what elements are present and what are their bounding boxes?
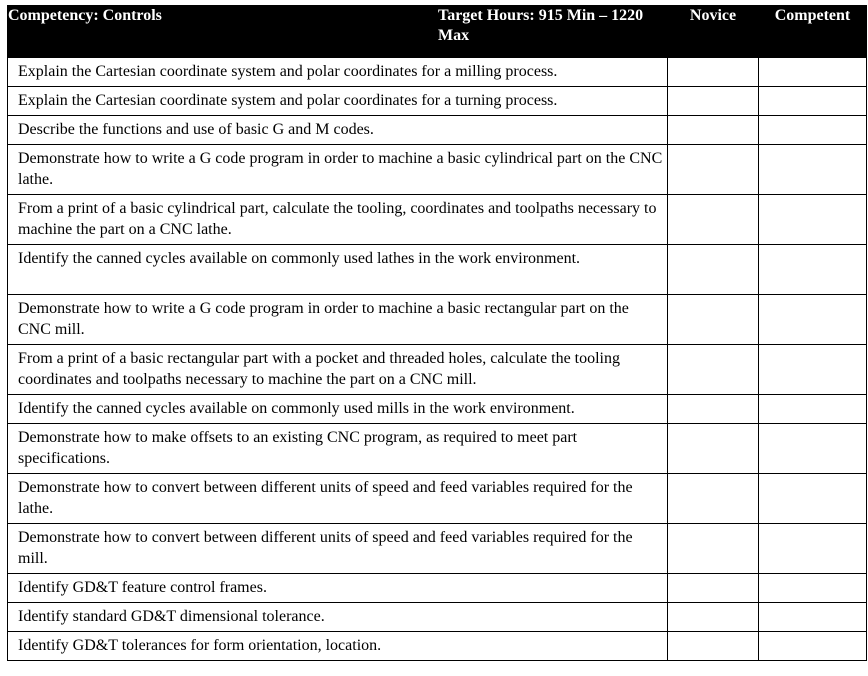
competency-table [7,5,867,661]
task-description: Explain the Cartesian coordinate system and polar coordinates for a turning process. [8,87,668,116]
competent-checkbox-cell[interactable] [759,524,867,574]
competency-title: Competency: Controls [8,6,438,58]
task-description: Demonstrate how to write a G code program in order to machine a basic cylindrical part on the CNC lathe. [8,145,668,195]
novice-column-header: Novice [668,6,759,58]
competent-checkbox-cell[interactable] [759,245,867,295]
task-description: Identify the canned cycles available on commonly used mills in the work environment. [8,395,668,424]
novice-checkbox-cell[interactable] [668,87,759,116]
table-row [8,574,867,603]
novice-checkbox-cell[interactable] [668,116,759,145]
task-description: Demonstrate how to convert between different units of speed and feed variables required for the mill. [8,524,668,574]
table-row [8,58,867,87]
competent-checkbox-cell[interactable] [759,87,867,116]
task-description: From a print of a basic cylindrical part, calculate the tooling, coordinates and toolpaths necessary to machine the part on a CNC lathe. [8,195,668,245]
task-description: Demonstrate how to make offsets to an existing CNC program, as required to meet part specifications. [8,424,668,474]
table-row [8,474,867,524]
novice-checkbox-cell[interactable] [668,574,759,603]
table-row [8,424,867,474]
novice-checkbox-cell[interactable] [668,632,759,661]
table-row [8,603,867,632]
competent-checkbox-cell[interactable] [759,632,867,661]
task-description: Identify the canned cycles available on commonly used lathes in the work environment. [8,245,668,295]
novice-checkbox-cell[interactable] [668,58,759,87]
table-row [8,295,867,345]
competent-checkbox-cell[interactable] [759,474,867,524]
novice-checkbox-cell[interactable] [668,245,759,295]
table-row [8,395,867,424]
novice-checkbox-cell[interactable] [668,295,759,345]
competent-checkbox-cell[interactable] [759,58,867,87]
competent-checkbox-cell[interactable] [759,424,867,474]
table-row [8,524,867,574]
competent-checkbox-cell[interactable] [759,195,867,245]
table-row [8,632,867,661]
table-row [8,87,867,116]
competent-checkbox-cell[interactable] [759,574,867,603]
task-description: Identify standard GD&T dimensional tolerance. [8,603,668,632]
competent-checkbox-cell[interactable] [759,603,867,632]
task-description: From a print of a basic rectangular part with a pocket and threaded holes, calculate the tooling coordinates and toolpaths necessary to machine the part on a CNC mill. [8,345,668,395]
task-description: Identify GD&T tolerances for form orientation, location. [8,632,668,661]
table-row [8,245,867,295]
table-row [8,145,867,195]
competent-checkbox-cell[interactable] [759,395,867,424]
novice-checkbox-cell[interactable] [668,145,759,195]
competent-checkbox-cell[interactable] [759,295,867,345]
table-row [8,345,867,395]
task-description: Describe the functions and use of basic G and M codes. [8,116,668,145]
novice-checkbox-cell[interactable] [668,345,759,395]
novice-checkbox-cell[interactable] [668,395,759,424]
competent-column-header: Competent [759,6,867,58]
task-description: Demonstrate how to write a G code program in order to machine a basic rectangular part on the CNC mill. [8,295,668,345]
task-description: Explain the Cartesian coordinate system and polar coordinates for a milling process. [8,58,668,87]
competent-checkbox-cell[interactable] [759,345,867,395]
novice-checkbox-cell[interactable] [668,603,759,632]
novice-checkbox-cell[interactable] [668,424,759,474]
target-hours: Target Hours: 915 Min – 1220 Max [438,6,668,58]
competent-checkbox-cell[interactable] [759,116,867,145]
table-row [8,195,867,245]
header-row [8,6,867,58]
novice-checkbox-cell[interactable] [668,195,759,245]
novice-checkbox-cell[interactable] [668,474,759,524]
novice-checkbox-cell[interactable] [668,524,759,574]
table-row [8,116,867,145]
task-description: Demonstrate how to convert between different units of speed and feed variables required for the lathe. [8,474,668,524]
task-description: Identify GD&T feature control frames. [8,574,668,603]
competent-checkbox-cell[interactable] [759,145,867,195]
